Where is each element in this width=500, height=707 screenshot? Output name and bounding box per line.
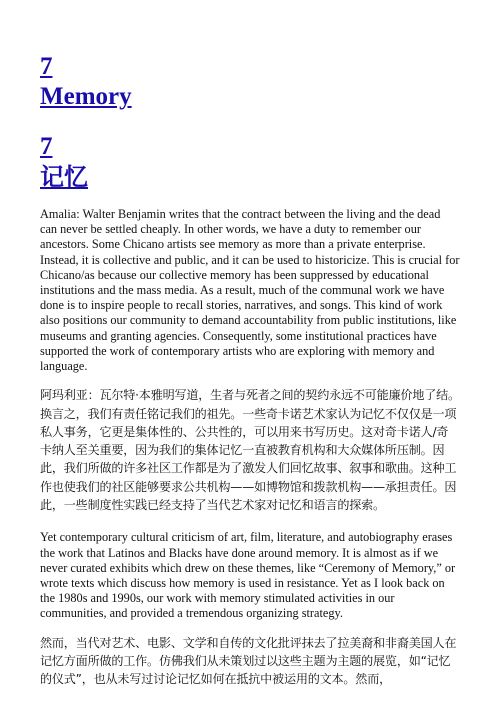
chapter-title-en: Memory xyxy=(40,83,132,110)
chapter-title-zh: 记忆 xyxy=(40,163,88,191)
document-page xyxy=(40,52,460,688)
paragraph-en-1: Amalia: Walter Benjamin writes that the contract between the living and the dead can never be settled cheaply. In other words, we have a duty to remember our ancestors. Some Chicano artists see memory as more than a private enterprise. Instead, it is collective and public, and it can be used to historicize. This is crucial for Chicano/as because our collective memory has been suppressed by educational institutions and the mass media. As a result, much of the communal work we have done is to inspire people to recall stories, narratives, and songs. This kind of work also positions our community to demand accountability from public institutions, like museums and granting agencies. Consequently, some institutional practices have supported the work of contemporary artists who are exploring with memory and language. xyxy=(40,207,460,374)
chapter-heading-zh[interactable] xyxy=(40,132,460,193)
chapter-number-en: 7 xyxy=(40,53,53,80)
chapter-number-zh: 7 xyxy=(40,133,53,160)
chapter-heading-en[interactable] xyxy=(40,52,460,112)
paragraph-zh-1: 阿玛利亚：瓦尔特·本雅明写道，生者与死者之间的契约永远不可能廉价地了结。换言之，我们有责任铭记我们的祖先。一些奇卡诺艺术家认为记忆不仅仅是一项私人事务，它更是集体性的、公共性的，可以用来书写历史。这对奇卡诺人/奇卡纳人至关重要，因为我们的集体记忆一直被教育机构和大众媒体所压制。因此，我们所做的许多社区工作都是为了激发人们回忆故事、叙事和歌曲。这种工作也使我们的社区能够要求公共机构——如博物馆和拨款机构——承担责任。因此，一些制度性实践已经支持了当代艺术家对记忆和语言的探索。 xyxy=(40,388,460,513)
paragraph-en-2: Yet contemporary cultural criticism of art, film, literature, and autobiography erases the work that Latinos and Blacks have done around memory. It is almost as if we never curated exhibits which drew on these themes, like “Ceremony of Memory,” or wrote texts which discuss how memory is used in resistance. Yet as I look back on the 1980s and 1990s, our work with memory stimulated activities in our communities, and provided a tremendous organizing strategy. xyxy=(40,530,456,621)
paragraph-zh-2: 然而，当代对艺术、电影、文学和自传的文化批评抹去了拉美裔和非裔美国人在记忆方面所做的工作。仿佛我们从未策划过以这些主题为主题的展览，如“记忆的仪式”，也从未写过讨论记忆如何在抵抗中被运用的文本。然而， xyxy=(40,635,457,687)
